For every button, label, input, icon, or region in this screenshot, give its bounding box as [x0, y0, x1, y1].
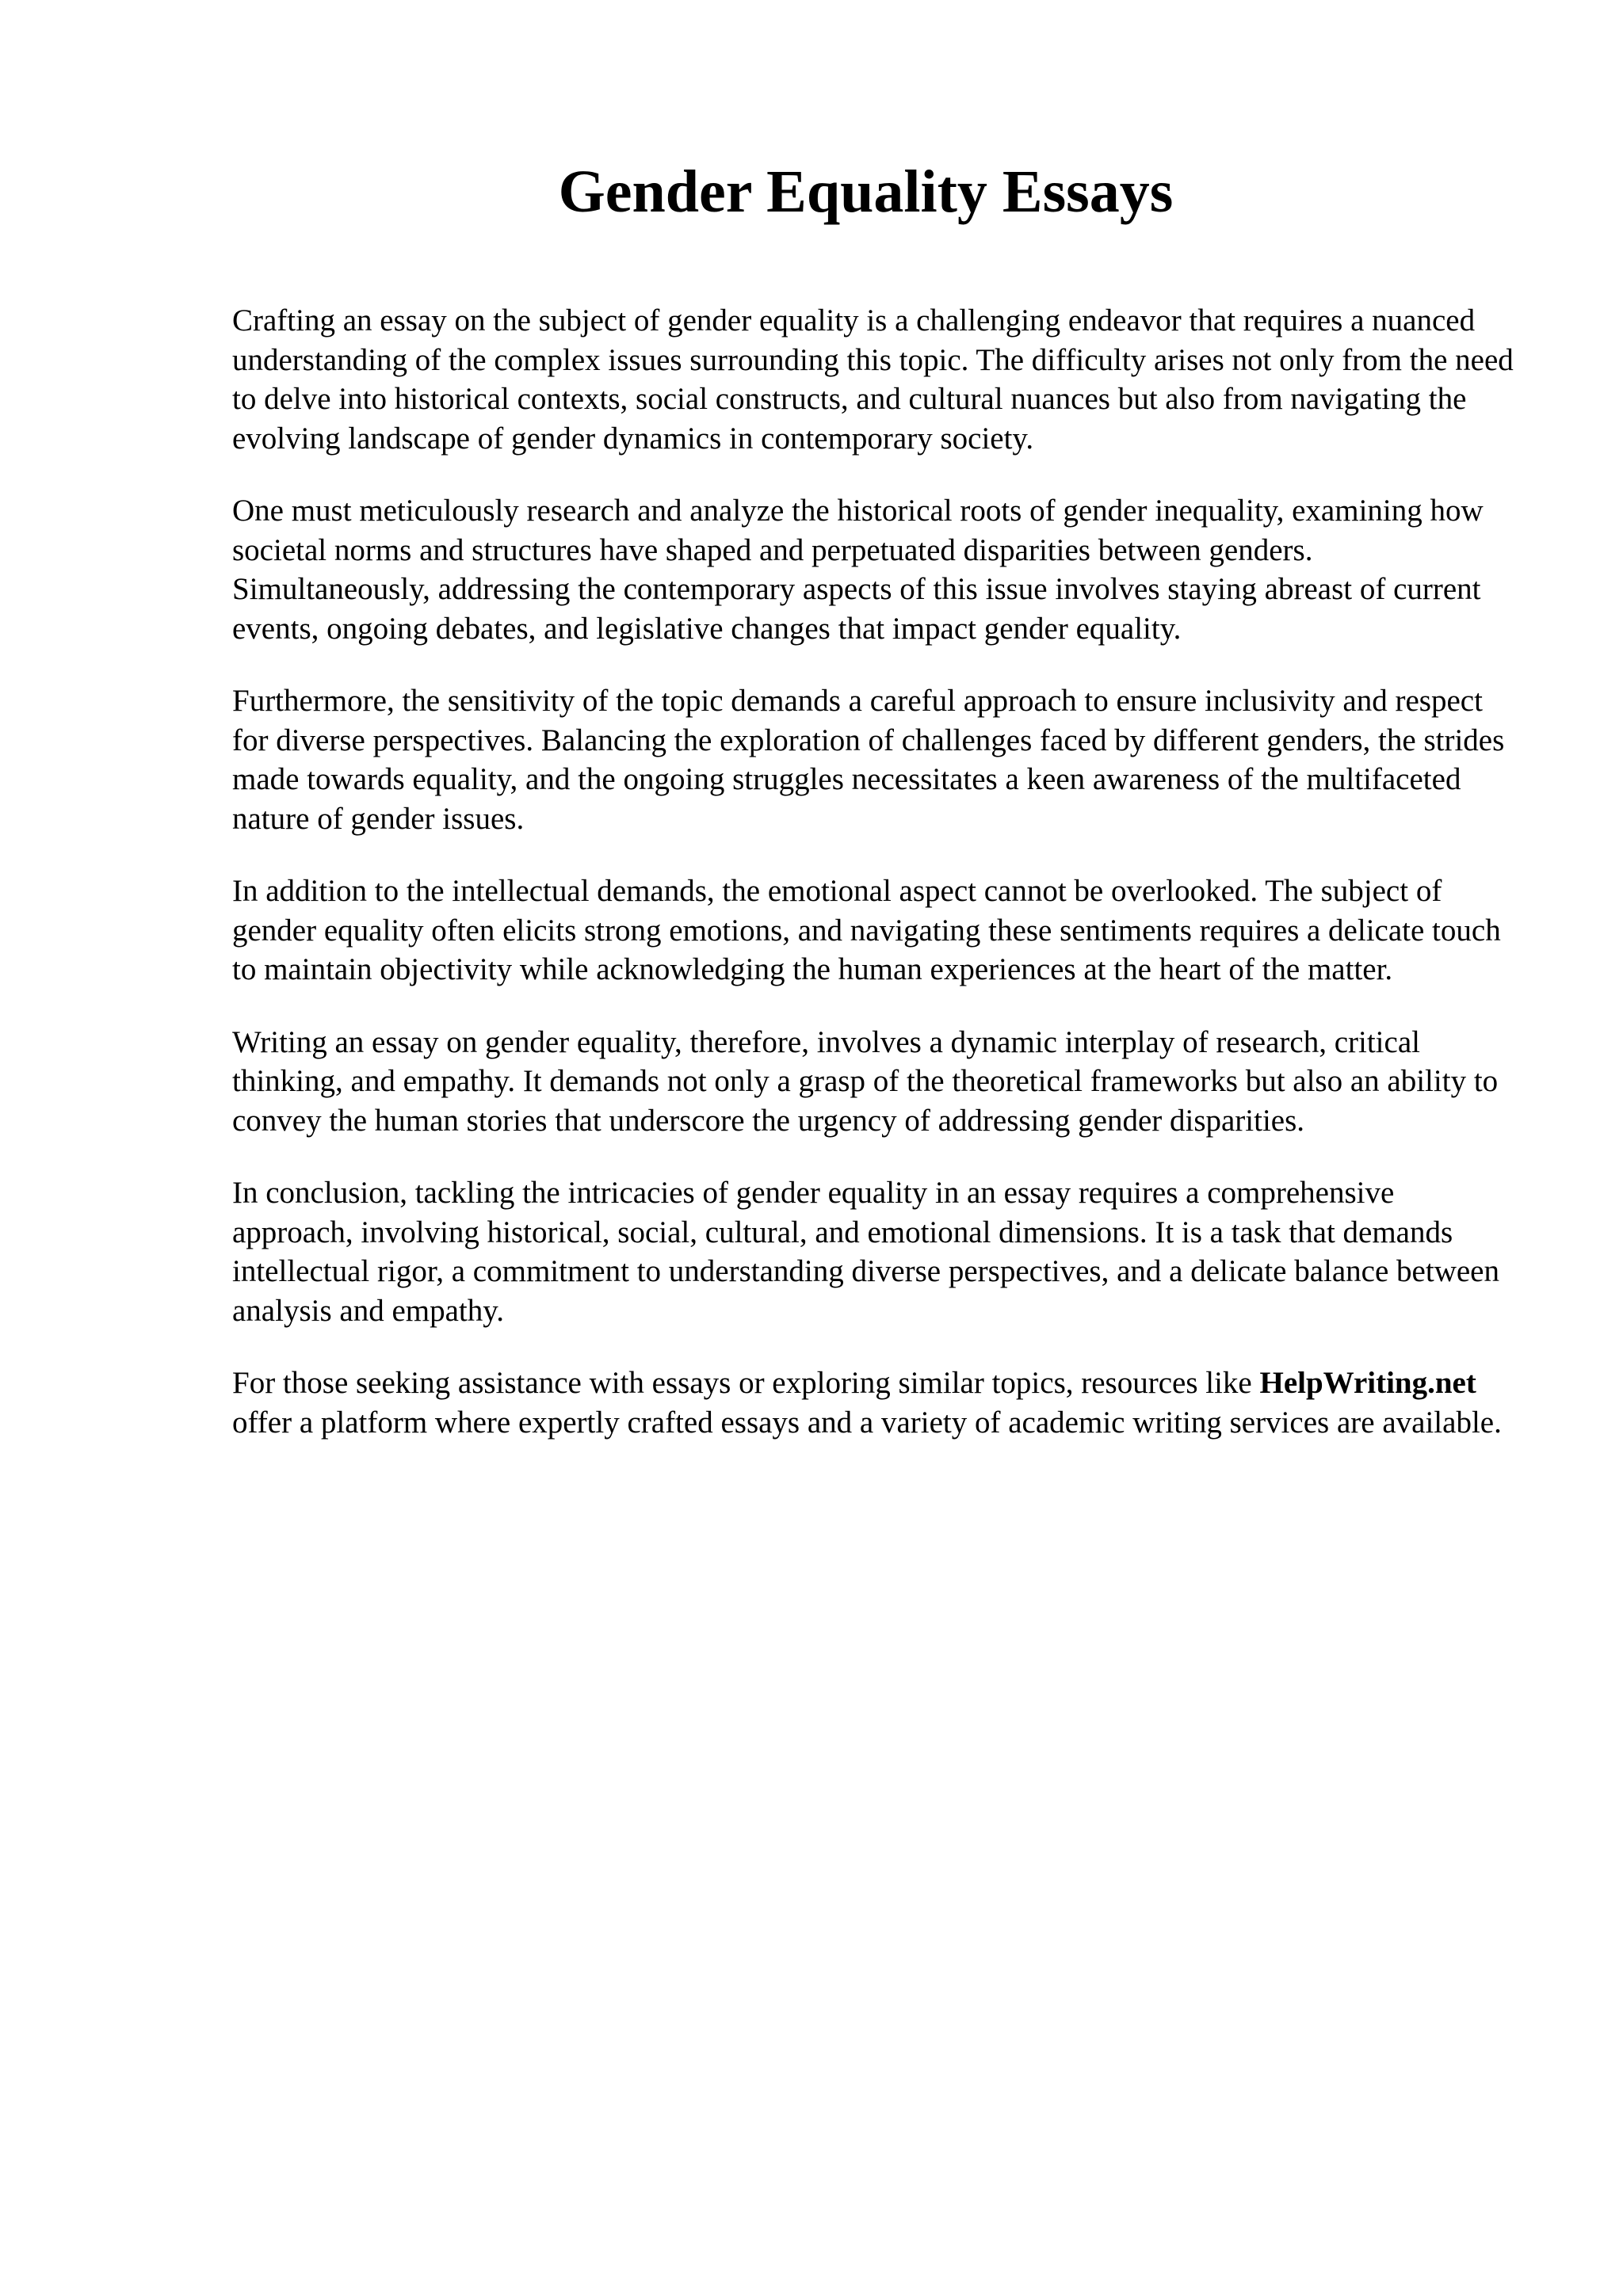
closing-text-after: offer a platform where expertly crafted essays and a variety of academic writing services are available. — [232, 1405, 1502, 1440]
document-body — [232, 301, 1516, 1475]
closing-text-before: For those seeking assistance with essays or exploring similar topics, resources like — [232, 1366, 1260, 1400]
paragraph-3: Furthermore, the sensitivity of the topic demands a careful approach to ensure inclusivity and respect for diverse perspectives. Balancing the exploration of challenges faced by different genders, the strides made towards equality, and the ongoing struggles necessitates a keen awareness of the multifaceted nature of gender issues. — [232, 684, 1505, 836]
paragraph-5: Writing an essay on gender equality, therefore, involves a dynamic interplay of research, critical thinking, and empathy. It demands not only a grasp of the theoretical frameworks but also an ability to convey the human stories that underscore the urgency of addressing gender disparities. — [232, 1024, 1499, 1138]
closing-paragraph — [232, 1363, 1516, 1442]
paragraph-6: In conclusion, tackling the intricacies of gender equality in an essay requires a comprehensive approach, involving historical, social, cultural, and emotional dimensions. It is a task that demands intellectual rigor, a commitment to understanding diverse perspectives, and a delicate balance between analysis and empathy. — [232, 1176, 1499, 1328]
brand-name: HelpWriting.net — [1259, 1366, 1476, 1400]
paragraph-2: One must meticulously research and analyze the historical roots of gender inequality, examining how societal norms and structures have shaped and perpetuated disparities between genders. Simultaneously, addressing the contemporary aspects of this issue involves staying abreast of current events, ongoing debates, and legislative changes that impact gender equality. — [232, 494, 1484, 646]
paragraph-4: In addition to the intellectual demands, the emotional aspect cannot be overlooked. The subject of gender equality often elicits strong emotions, and navigating these sentiments requires a delicate touch to maintain objectivity while acknowledging the human experiences at the heart of the matter. — [232, 874, 1501, 986]
paragraph-1: Crafting an essay on the subject of gender equality is a challenging endeavor that requires a nuanced understanding of the complex issues surrounding this topic. The difficulty arises not only from the need to delve into historical contexts, social constructs, and cultural nuances but also from navigating the evolving landscape of gender dynamics in contemporary society. — [232, 303, 1514, 456]
document-title: Gender Equality Essays — [558, 158, 1174, 225]
